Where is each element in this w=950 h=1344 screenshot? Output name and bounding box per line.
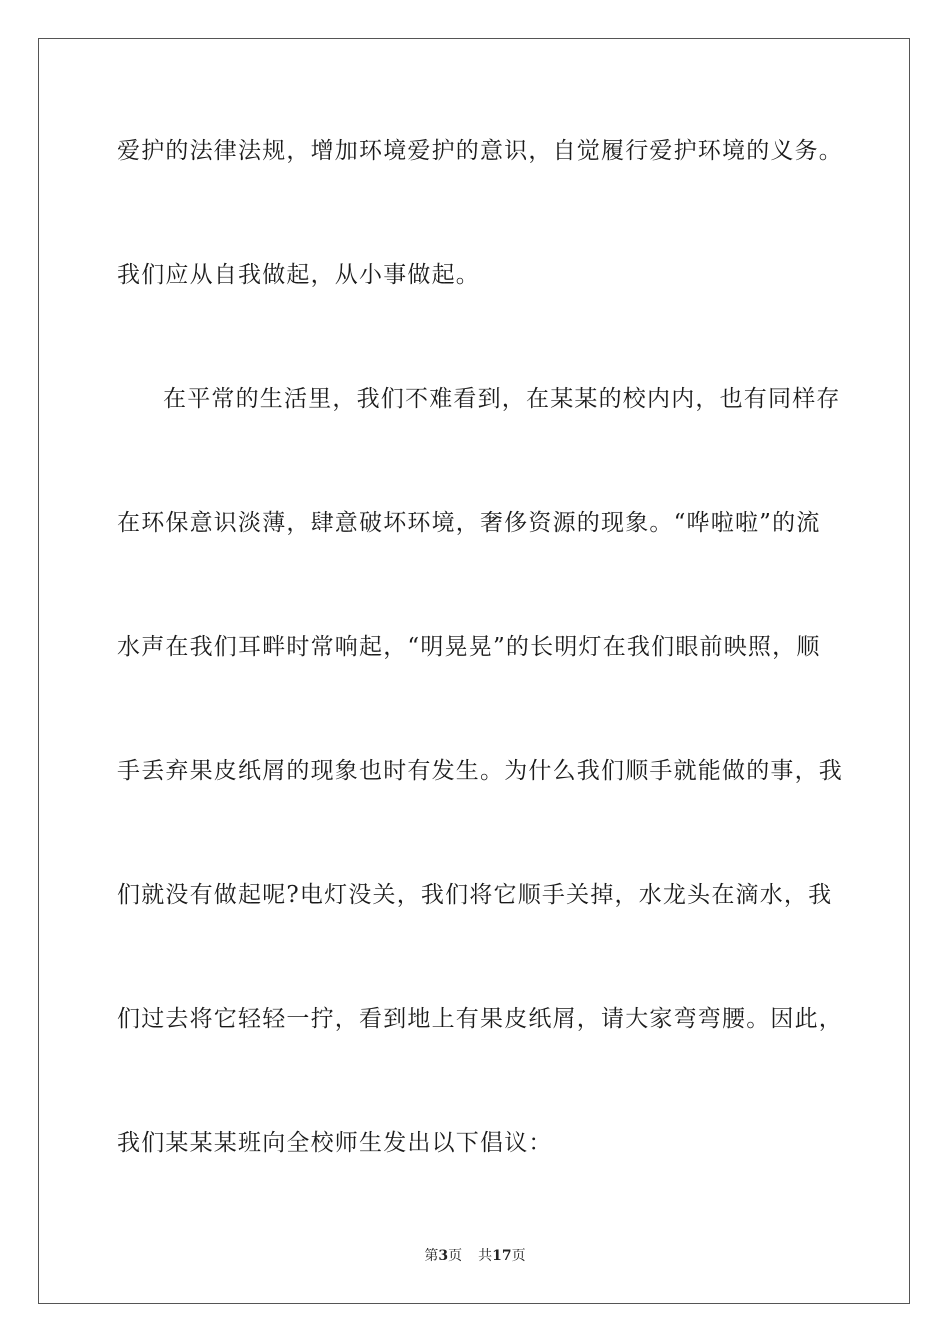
total-pages: 17 <box>492 1248 512 1264</box>
body-text-line-9: 我们某某某班向全校师生发出以下倡议： <box>117 1130 553 1156</box>
body-text-line-6: 手丢弃果皮纸屑的现象也时有发生。为什么我们顺手就能做的事，我 <box>117 758 843 784</box>
page-prefix: 第 <box>424 1248 439 1264</box>
body-text-line-8: 们过去将它轻轻一拧，看到地上有果皮纸屑，请大家弯弯腰。因此， <box>117 1006 843 1032</box>
body-text-line-3: 在平常的生活里，我们不难看到，在某某的校内内，也有同样存 <box>163 386 841 412</box>
body-text-line-2: 我们应从自我做起，从小事做起。 <box>117 262 480 288</box>
page-footer <box>0 1247 950 1265</box>
body-text-line-5: 水声在我们耳畔时常响起，“明晃晃”的长明灯在我们眼前映照，顺 <box>117 634 821 660</box>
total-prefix: 共 <box>478 1248 493 1264</box>
body-text-line-7: 们就没有做起呢?电灯没关，我们将它顺手关掉，水龙头在滴水，我 <box>117 882 833 908</box>
body-text-line-4: 在环保意识淡薄，肆意破坏环境，奢侈资源的现象。“哗啦啦”的流 <box>117 510 821 536</box>
page-border <box>38 38 910 1304</box>
page-number: 3 <box>438 1248 449 1264</box>
page-suffix: 页 <box>448 1248 463 1264</box>
total-suffix: 页 <box>511 1248 526 1264</box>
body-text-line-1: 爱护的法律法规，增加环境爱护的意识，自觉履行爱护环境的义务。 <box>117 138 843 164</box>
